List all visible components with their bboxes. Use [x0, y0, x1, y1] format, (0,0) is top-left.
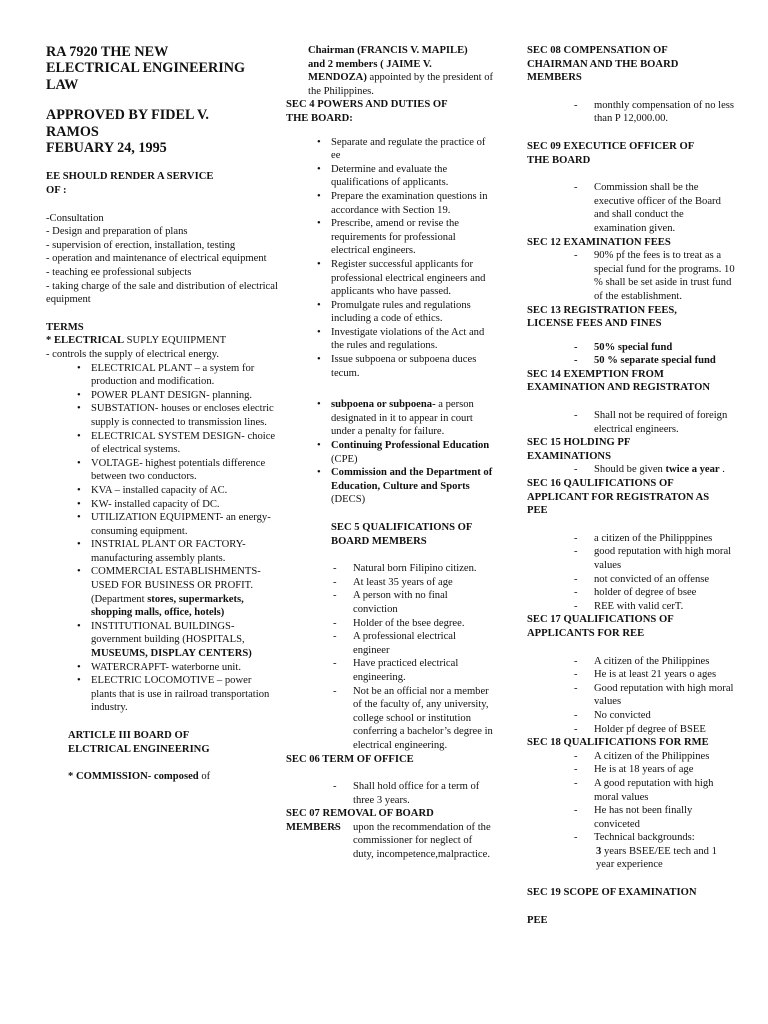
service-item: -Consultation [46, 212, 104, 224]
terms-subdesc: - controls the supply of electrical energy. [46, 348, 219, 360]
list-item: • INSTRIAL PLANT OR FACTORY- manufacturing assembly plants. [91, 538, 278, 565]
list-item: • Issue subpoena or subpoena duces tecum. [331, 353, 494, 380]
list-item: - upon the recommendation of the commissioner for neglect of duty, incompetence,malpractice. [353, 821, 494, 862]
list-item: • Prescribe, amend or revise the requirements for professional electrical engineers. [331, 217, 494, 258]
doc-title: RA 7920 THE NEW ELECTRICAL ENGINEERING LAW [46, 44, 246, 93]
list-item: - monthly compensation of no less than P 12,000.00. [594, 99, 737, 126]
service-item: - operation and maintenance of electrical equipment [46, 253, 267, 265]
list-item: - good reputation with high moral values [594, 545, 737, 572]
service-item: - taking charge of the sale and distribution of electrical equipment [46, 280, 278, 306]
list-item: - He is at 18 years of age [594, 763, 737, 777]
terms-heading: TERMS [46, 321, 84, 333]
list-item: - Not be an official nor a member of the faculty of, any university, college school or institution conferring a bachelor’s degree in electrical engineering. [353, 685, 494, 753]
list-item: • ELECTRICAL SYSTEM DESIGN- choice of electrical systems. [91, 430, 278, 457]
list-item: - A citizen of the Philippines [594, 750, 737, 764]
approval-block: APPROVED BY FIDEL V. RAMOS FEBUARY 24, 1995 [46, 107, 209, 157]
service-list [46, 212, 278, 307]
list-item: • Determine and evaluate the qualifications of applicants. [331, 163, 494, 190]
list-item: • UTILIZATION EQUIPMENT- an energy-consuming equipment. [91, 511, 278, 538]
list-item: - Technical backgrounds: [594, 831, 737, 845]
sec12-heading: SEC 12 EXAMINATION FEES [527, 236, 671, 248]
sec17-list [594, 655, 737, 737]
sec4-list [331, 136, 494, 381]
list-item: • COMMERCIAL ESTABLISHMENTS- USED FOR BUSINESS OR PROFIT. (Department stores, supermarkets, shopping malls, office, hotels) [91, 565, 278, 619]
list-item: - A good reputation with high moral values [594, 777, 737, 804]
list-item: - 90% pf the fees is to treat as a special fund for the programs. 10 % shall be set aside in trust fund of the establishment. [594, 249, 737, 303]
list-item: - a citizen of the Philipppines [594, 532, 737, 546]
column-3 [527, 44, 737, 927]
service-heading: EE SHOULD RENDER A SERVICE OF : [46, 171, 214, 197]
sec5-heading: SEC 5 QUALIFICATIONS OF BOARD MEMBERS [331, 522, 473, 547]
list-item: - Natural born Filipino citizen. [353, 562, 494, 576]
sec19-heading: SEC 19 SCOPE OF EXAMINATION [527, 887, 697, 899]
sec8-list [594, 99, 737, 126]
sec7-heading: SEC 07 REMOVAL OF BOARD MEMBERS [286, 808, 434, 833]
sec9-heading: SEC 09 EXECUTICE OFFICER OF THE BOARD [527, 140, 695, 166]
terms-list [91, 362, 278, 715]
list-item: - Good reputation with high moral values [594, 682, 737, 709]
sec6-list [353, 780, 494, 807]
sec16-list [594, 532, 737, 614]
sec8-heading: SEC 08 COMPENSATION OF CHAIRMAN AND THE BOARD MEMBERS [527, 45, 679, 84]
list-item: - REE with valid cerT. [594, 600, 737, 614]
sec15-heading: SEC 15 HOLDING PF EXAMINATIONS [527, 437, 631, 462]
list-item: - 50% special fund [594, 341, 737, 355]
sec16-heading: SEC 16 QAULIFICATIONS OF APPLICANT FOR REGISTRATON AS PEE [527, 478, 710, 517]
sec14-list [594, 409, 737, 436]
list-item: - Commission shall be the executive officer of the Board and shall conduct the examination given. [594, 181, 737, 235]
sec13-heading: SEC 13 REGISTRATION FEES, LICENSE FEES AND FINES [527, 304, 677, 330]
list-item: • WATERCRAPFT- waterborne unit. [91, 661, 278, 675]
list-item: - Should be given twice a year . [594, 463, 737, 477]
list-item: • Investigate violations of the Act and the rules and regulations. [331, 326, 494, 353]
list-item: - 50 % separate special fund [594, 354, 737, 368]
list-item: • Prepare the examination questions in accordance with Section 19. [331, 190, 494, 217]
list-item: - He has not been finally conviceted [594, 804, 737, 831]
sec19-subheading: PEE [527, 914, 548, 926]
list-item: - Have practiced electrical engineering. [353, 657, 494, 684]
list-item: • SUBSTATION- houses or encloses electric supply is connected to transmission lines. [91, 402, 278, 429]
list-item: • Promulgate rules and regulations including a code of ethics. [331, 299, 494, 326]
list-item: • Separate and regulate the practice of ee [331, 136, 494, 163]
list-item: • KVA – installed capacity of AC. [91, 484, 278, 498]
terms-subheading: * ELECTRICAL SUPLY EQUIIPMENT [46, 335, 227, 347]
sec12-list [594, 249, 737, 303]
list-item: • Continuing Professional Education (CPE) [331, 439, 494, 466]
list-item: - Shall hold office for a term of three 3 years. [353, 780, 494, 807]
sec6-heading: SEC 06 TERM OF OFFICE [286, 753, 414, 765]
list-item: - No convicted [594, 709, 737, 723]
service-item: - supervision of erection, installation, testing [46, 239, 236, 251]
list-item: - At least 35 years of age [353, 576, 494, 590]
list-item: - A person with no final conviction [353, 589, 494, 616]
list-item: • Commission and the Department of Education, Culture and Sports (DECS) [331, 466, 494, 507]
list-item: - Holder of the bsee degree. [353, 617, 494, 631]
column-2 [286, 44, 494, 862]
sec7-list [353, 821, 494, 862]
sec17-heading: SEC 17 QUALIFICATIONS OF APPLICANTS FOR REE [527, 614, 674, 639]
list-item: • ELECTRIC LOCOMOTIVE – power plants that is use in railroad transportation industry. [91, 674, 278, 715]
service-item: - teaching ee professional subjects [46, 267, 192, 278]
sec5-list [353, 562, 494, 752]
definitions-list [331, 398, 494, 507]
list-item: • POWER PLANT DESIGN- planning. [91, 389, 278, 403]
sec18-heading: SEC 18 QUALIFICATIONS FOR RME [527, 737, 709, 749]
list-item: - A professional electrical engineer [353, 630, 494, 657]
sec4-heading: SEC 4 POWERS AND DUTIES OF THE BOARD: [286, 99, 448, 124]
list-item: - He is at least 21 years o ages [594, 668, 737, 682]
sec15-list [594, 463, 737, 477]
chairman-text: Chairman (FRANCIS V. MAPILE) and 2 members ( JAIME V. MENDOZA) appointed by the president of the Philippines. [308, 45, 494, 97]
sec14-heading: SEC 14 EXEMPTION FROM EXAMINATION AND REGISTRATON [527, 368, 711, 394]
commission-line: * COMMISSION- composed of [68, 771, 211, 783]
list-item: • KW- installed capacity of DC. [91, 498, 278, 512]
list-item: • VOLTAGE- highest potentials difference between two conductors. [91, 457, 278, 484]
list-item: - not convicted of an offense [594, 573, 737, 587]
list-item: - Shall not be required of foreign electrical engineers. [594, 409, 737, 436]
list-item: • INSTITUTIONAL BUILDINGS-government building (HOSPITALS, MUSEUMS, DISPLAY CENTERS) [91, 620, 278, 661]
list-item: • subpoena or subpoena- a person designated in it to appear in court under a penalty for failure. [331, 398, 494, 439]
list-item: - A citizen of the Philippines [594, 655, 737, 669]
sec13-list [594, 341, 737, 368]
list-item: - holder of degree of bsee [594, 586, 737, 600]
list-item: • ELECTRICAL PLANT – a system for production and modification. [91, 362, 278, 389]
sec9-list [594, 181, 737, 235]
sec18-list [594, 750, 737, 845]
sec18-tech-detail: 3 years BSEE/EE tech and 1 year experience [596, 845, 717, 871]
list-item: - Holder pf degree of BSEE [594, 723, 737, 737]
column-1 [46, 44, 278, 784]
service-item: - Design and preparation of plans [46, 226, 188, 238]
article-heading: ARTICLE III BOARD OF ELCTRICAL ENGINEERING [68, 730, 210, 755]
list-item: • Register successful applicants for professional electrical engineers and applicants who have passed. [331, 258, 494, 299]
